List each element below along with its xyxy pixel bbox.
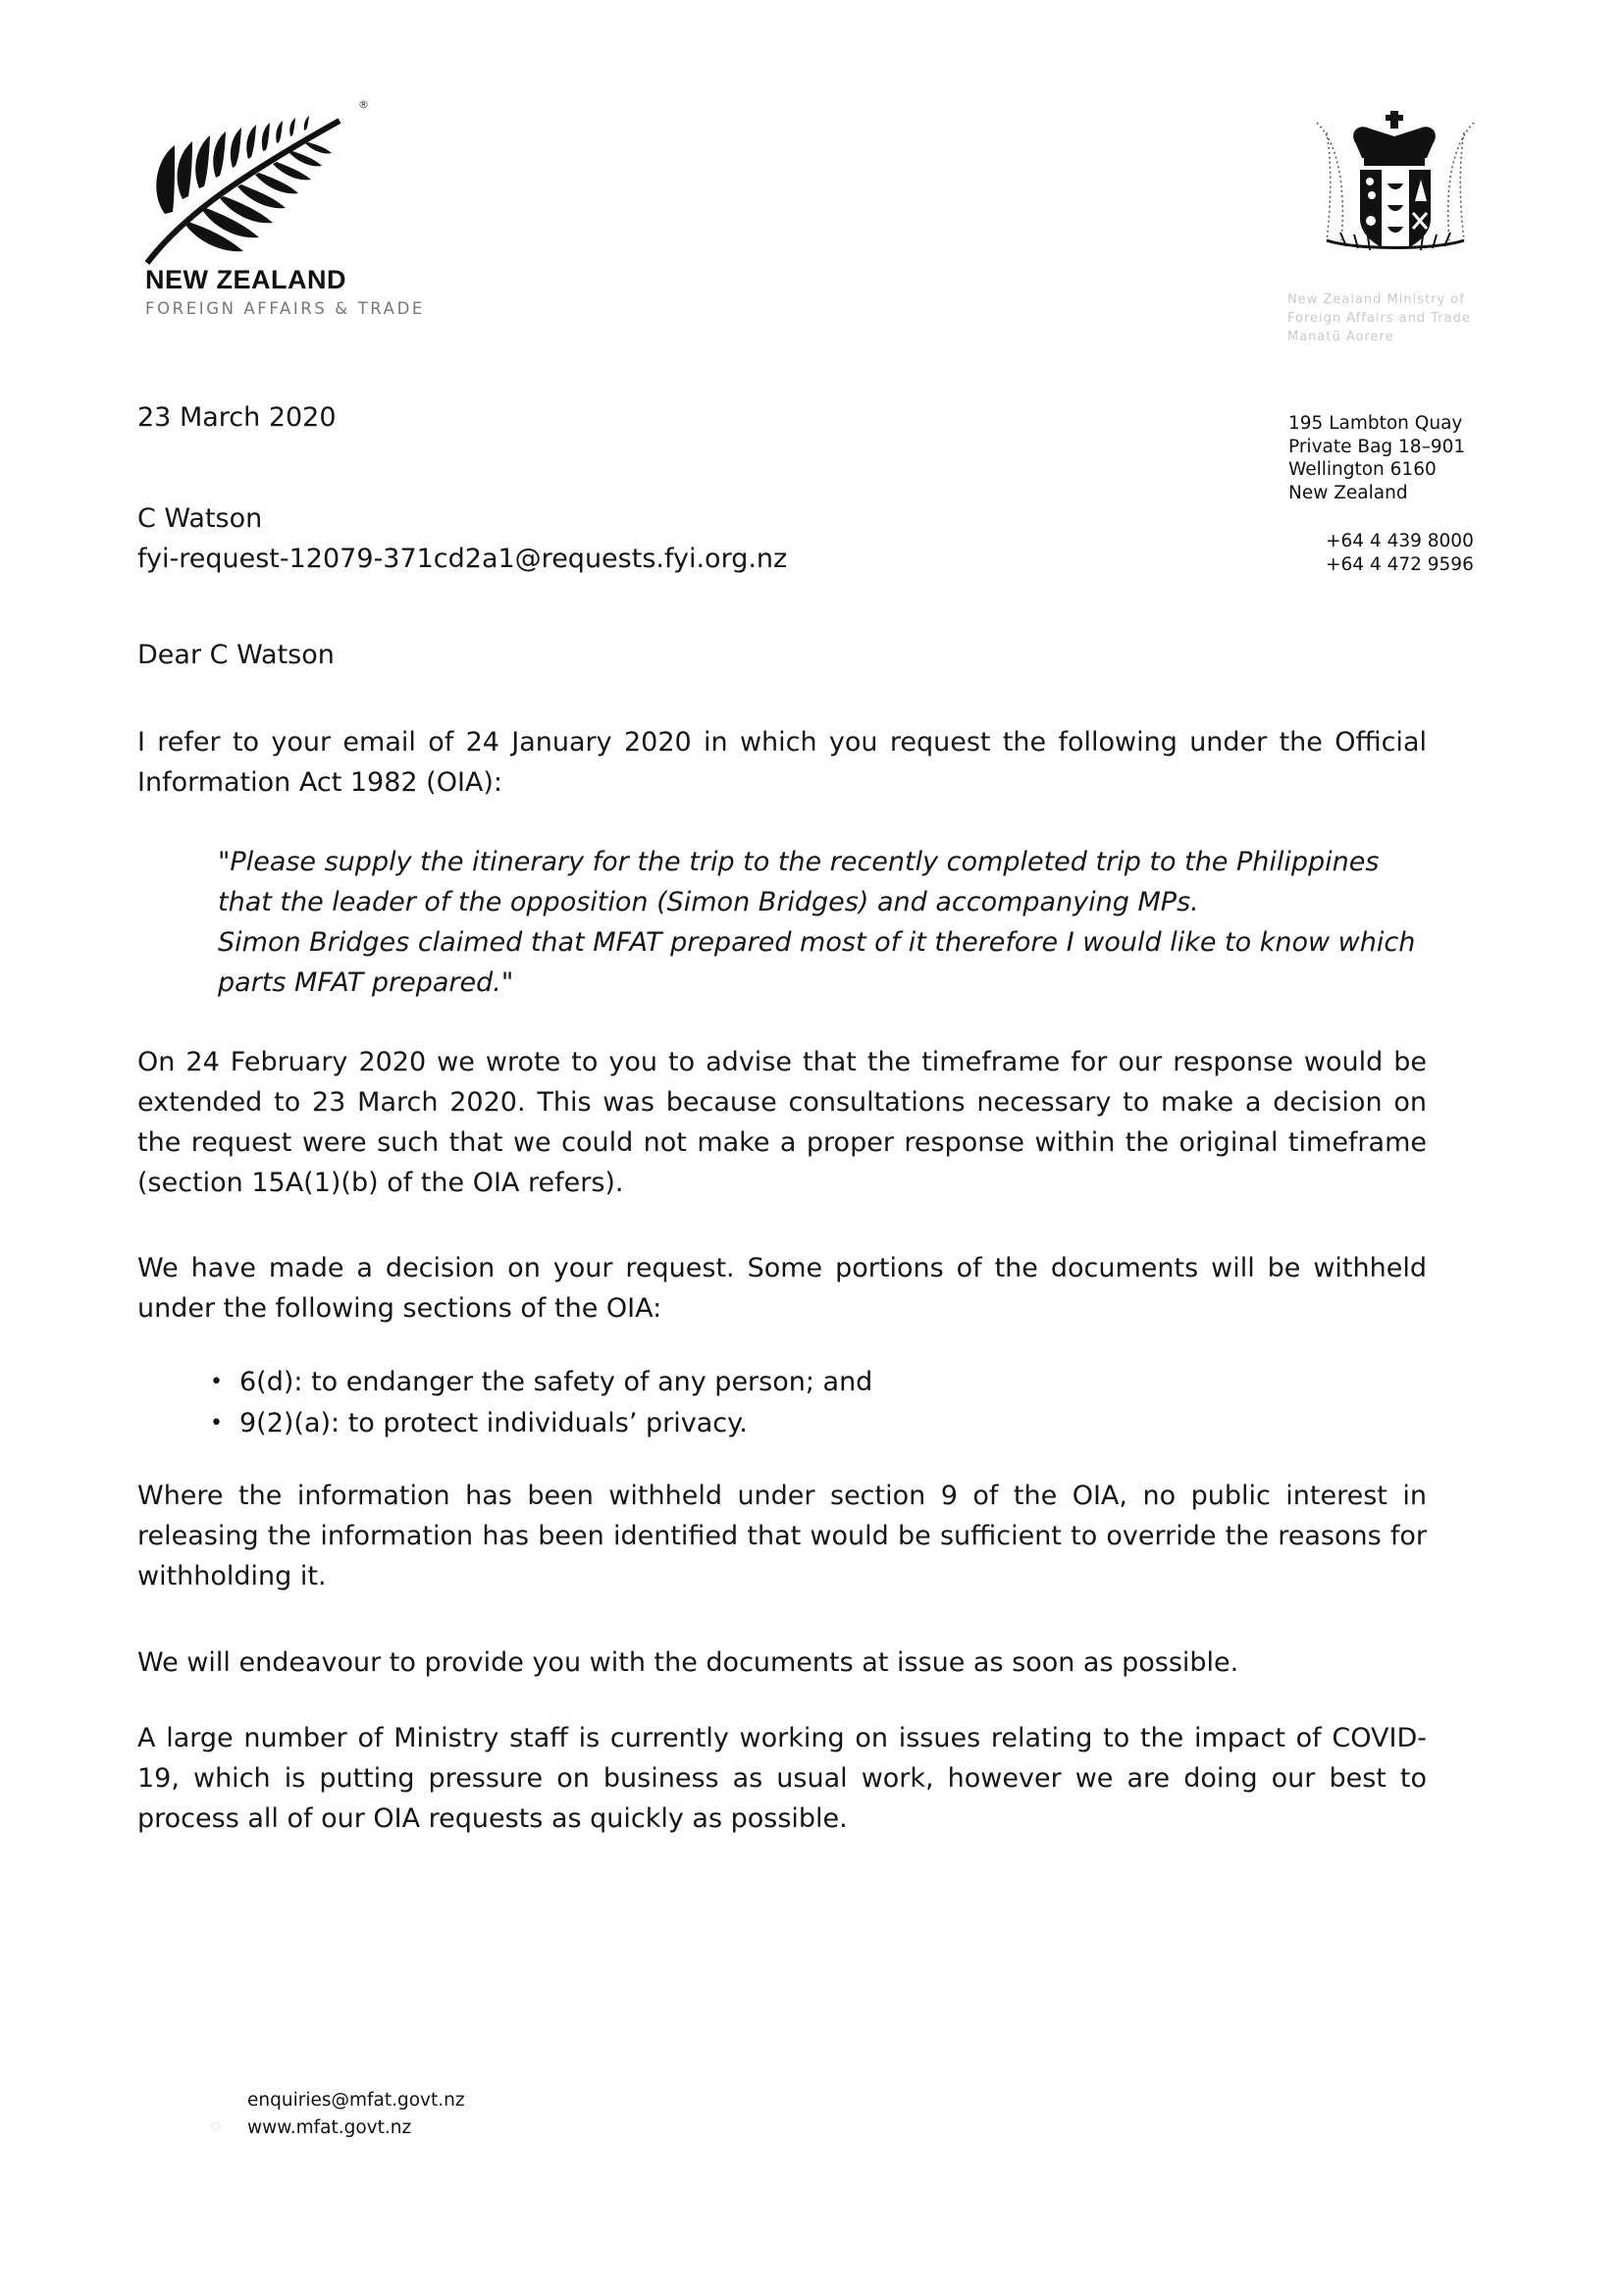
address-line: New Zealand <box>1288 482 1408 503</box>
salutation: Dear C Watson <box>137 640 335 670</box>
address-line: 195 Lambton Quay <box>1288 413 1463 434</box>
recipient-email[interactable]: fyi-request-12079-371cd2a1@requests.fyi.org.nz <box>137 544 788 574</box>
caption-line: New Zealand Ministry of <box>1287 292 1465 307</box>
globe-icon: ◌ <box>211 2119 221 2132</box>
paragraph-request-reference: I refer to your email of 24 January 2020 in which you request the following under the Official Information Act 1982 (OIA): <box>137 727 1427 798</box>
list-item <box>210 1403 1387 1444</box>
paragraph-decision: We have made a decision on your request. Some portions of the documents will be withheld under the following sections of the OIA: <box>137 1253 1427 1324</box>
list-item-text: 6(d): to endanger the safety of any person; and <box>239 1367 873 1397</box>
org-wordmark: NEW ZEALAND <box>145 265 346 294</box>
silver-fern-logo-icon <box>145 106 351 268</box>
ministry-caption <box>1287 290 1503 346</box>
footer-website-link[interactable]: www.mfat.govt.nz <box>247 2117 412 2138</box>
paragraph-public-interest: Where the information has been withheld under section 9 of the OIA, no public interest in releasing the information has been identified that would be sufficient to override the reasons for withholding it. <box>137 1481 1427 1592</box>
list-item <box>210 1362 1387 1403</box>
address-line: Private Bag 18–901 <box>1288 436 1466 457</box>
coat-of-arms-icon <box>1297 103 1493 260</box>
paragraph-covid: A large number of Ministry staff is currently working on issues relating to the impact of COVID-19, which is putting pressure on business as usual work, however we are doing our best to process all of our OIA requests as quickly as possible. <box>137 1723 1427 1834</box>
caption-line: Manatū Aorere <box>1287 330 1394 344</box>
withholding-grounds-list <box>210 1362 1387 1444</box>
quote-line: "Please supply the itinerary for the trip to the recently completed trip to the Philippines that the leader of the opposition (Simon Bridges) and accompanying MPs. <box>218 847 1380 917</box>
footer-email-link[interactable]: enquiries@mfat.govt.nz <box>247 2090 465 2111</box>
paragraph-endeavour: We will endeavour to provide you with the documents at issue as soon as possible. <box>137 1647 1239 1678</box>
recipient-block <box>137 498 787 579</box>
bullet-icon: • <box>210 1370 223 1394</box>
phone-number: +64 4 439 8000 <box>1326 531 1474 551</box>
paragraph-extension: On 24 February 2020 we wrote to you to advise that the timeframe for our response would be extended to 23 March 2020. This was because consultations necessary to make a decision on the request were such that we could not make a proper response within the original timeframe (section 15A(1)(b) of the OIA refers). <box>137 1047 1427 1198</box>
caption-line: Foreign Affairs and Trade <box>1287 311 1471 326</box>
fax-number: +64 4 472 9596 <box>1326 553 1474 575</box>
quote-line: Simon Bridges claimed that MFAT prepared most of it therefore I would like to know which parts MFAT prepared." <box>218 927 1416 998</box>
bullet-icon: • <box>210 1411 223 1435</box>
recipient-name: C Watson <box>137 503 263 534</box>
sender-address <box>1288 412 1465 504</box>
letter-date: 23 March 2020 <box>137 402 337 433</box>
list-item-text: 9(2)(a): to protect individuals’ privacy. <box>239 1408 748 1438</box>
org-subtitle: FOREIGN AFFAIRS & TRADE <box>145 299 425 318</box>
registered-trademark-mark: ® <box>358 98 369 111</box>
quoted-request <box>218 842 1435 1003</box>
sender-phones <box>1326 530 1474 576</box>
address-line: Wellington 6160 <box>1288 459 1437 480</box>
